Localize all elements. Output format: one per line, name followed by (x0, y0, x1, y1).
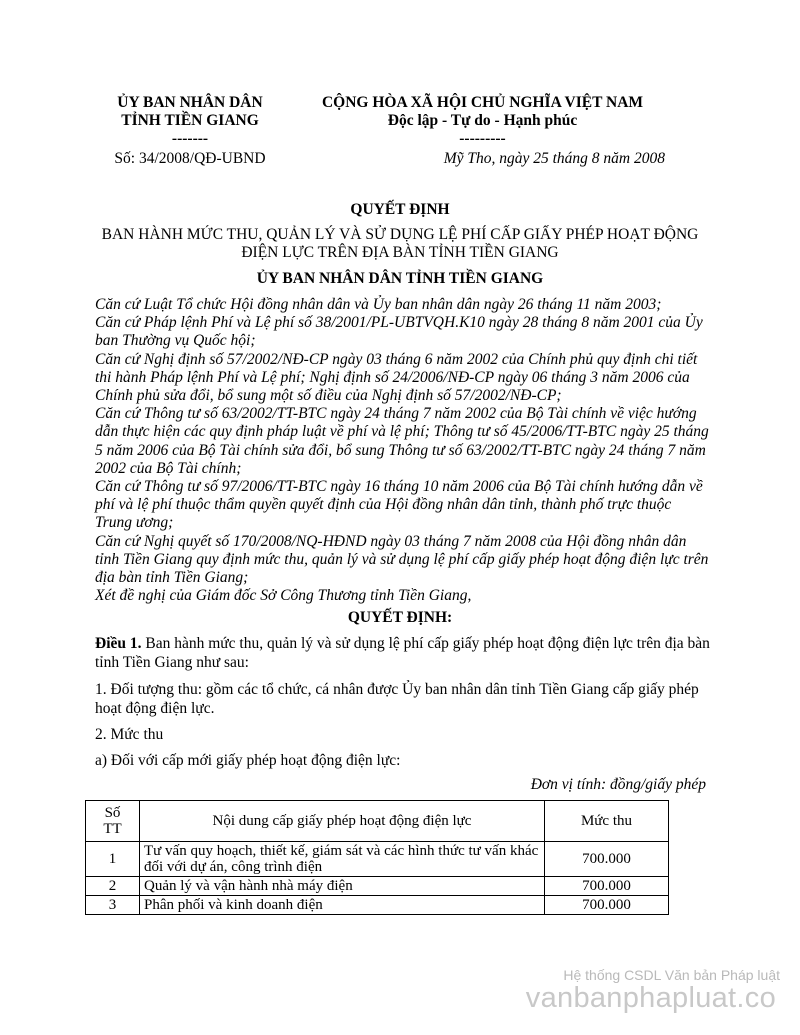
national-motto-block (300, 94, 665, 148)
table-row (86, 896, 669, 915)
item-2: 2. Mức thu (95, 726, 164, 743)
item-1: 1. Đối tượng thu: gồm các tổ chức, cá nhân được Ủy ban nhân dân tỉnh Tiền Giang cấp giấy phép hoạt động điện lực. (95, 681, 699, 717)
issuer-block (95, 94, 285, 148)
header-fee: Mức thu (545, 801, 669, 842)
item-2a: a) Đối với cấp mới giấy phép hoạt động điện lực: (95, 752, 401, 769)
issuing-authority: ỦY BAN NHÂN DÂN TỈNH TIỀN GIANG (256, 270, 544, 287)
row-no: 3 (86, 896, 140, 915)
nation-dashes: --------- (459, 130, 506, 147)
preamble-item: Căn cứ Nghị quyết số 170/2008/NQ-HĐND ngày 03 tháng 7 năm 2008 của Hội đồng nhân dân tỉnh Tiền Giang quy định mức thu, quản lý và sử dụng lệ phí cấp giấy phép hoạt động điện lực trên địa bàn tỉnh Tiền Giang; (95, 532, 709, 587)
table-header-row (86, 801, 669, 842)
place-date: Mỹ Tho, ngày 25 tháng 8 năm 2008 (443, 150, 665, 167)
table-row (86, 877, 669, 896)
watermark-site: vanbanphapluat.co (525, 982, 776, 1014)
row-no: 2 (86, 877, 140, 896)
header-content: Nội dung cấp giấy phép hoạt động điện lực (140, 801, 545, 842)
table-row (86, 842, 669, 877)
issuer-line2: TỈNH TIỀN GIANG (121, 112, 259, 129)
preamble-item: Căn cứ Nghị định số 57/2002/NĐ-CP ngày 03 tháng 6 năm 2002 của Chính phủ quy định chi tiết thi hành Pháp lệnh Phí và Lệ phí; Nghị định số 24/2006/NĐ-CP ngày 06 tháng 3 năm 2006 của Chính phủ sửa đổi, bổ sung một số điều của Nghị định số 57/2002/NĐ-CP; (95, 350, 698, 405)
row-content: Quản lý và vận hành nhà máy điện (140, 877, 545, 896)
preamble-item: Căn cứ Thông tư số 97/2006/TT-BTC ngày 16 tháng 10 năm 2006 của Bộ Tài chính hướng dẫn về phí và lệ phí thuộc thẩm quyền quyết định của Hội đồng nhân dân tỉnh, thành phố trực thuộc Trung ương; (95, 478, 703, 532)
row-no: 1 (86, 842, 140, 877)
article-1 (95, 634, 710, 672)
row-content: Phân phối và kinh doanh điện (140, 896, 545, 915)
subtitle-line1: BAN HÀNH MỨC THU, QUẢN LÝ VÀ SỬ DỤNG LỆ PHÍ CẤP GIẤY PHÉP HOẠT ĐỘNG (101, 226, 699, 243)
nation-line2: Độc lập - Tự do - Hạnh phúc (387, 112, 578, 129)
article-1-label: Điều 1. (95, 635, 142, 652)
preamble (95, 296, 710, 605)
decision-heading: QUYẾT ĐỊNH: (347, 609, 453, 626)
issuer-line1: ỦY BAN NHÂN DÂN (117, 94, 263, 111)
preamble-item: Xét đề nghị của Giám đốc Sở Công Thương tỉnh Tiền Giang, (95, 587, 472, 605)
nation-line1: CỘNG HÒA XÃ HỘI CHỦ NGHĨA VIỆT NAM (321, 94, 644, 111)
row-content: Tư vấn quy hoạch, thiết kế, giám sát và các hình thức tư vấn khác đối với dự án, công trình điện (140, 842, 545, 877)
unit-note: Đơn vị tính: đồng/giấy phép (530, 776, 706, 793)
header-no (86, 801, 140, 842)
watermark-caption: Hệ thống CSDL Văn bản Pháp luật (563, 967, 780, 983)
preamble-item: Căn cứ Pháp lệnh Phí và Lệ phí số 38/2001/PL-UBTVQH.K10 ngày 28 tháng 8 năm 2001 của Ủy ban Thường vụ Quốc hội; (95, 314, 703, 350)
article-1-text: Ban hành mức thu, quản lý và sử dụng lệ phí cấp giấy phép hoạt động điện lực trên địa bàn tỉnh Tiền Giang như sau: (95, 635, 710, 671)
document-number: Số: 34/2008/QĐ-UBND (114, 150, 266, 167)
issuer-dashes: ------- (171, 130, 209, 147)
subtitle-line2: ĐIỆN LỰC TRÊN ĐỊA BÀN TỈNH TIỀN GIANG (241, 244, 559, 261)
document-subtitle (90, 226, 710, 262)
document-title: QUYẾT ĐỊNH (350, 201, 450, 218)
row-fee: 700.000 (545, 896, 669, 915)
row-fee: 700.000 (545, 842, 669, 877)
header-no-line2: TT (103, 821, 122, 837)
fee-table (85, 800, 669, 915)
preamble-item: Căn cứ Thông tư số 63/2002/TT-BTC ngày 24 tháng 7 năm 2002 của Bộ Tài chính về việc hướng dẫn thực hiện các quy định pháp luật về phí và lệ phí; Thông tư số 45/2006/TT-BTC ngày 25 tháng 5 năm 2006 của Bộ Tài chính sửa đổi, bổ sung Thông tư số 63/2002/TT-BTC ngày 24 tháng 7 năm 2002 của Bộ Tài chính; (95, 405, 709, 477)
row-fee: 700.000 (545, 877, 669, 896)
preamble-item: Căn cứ Luật Tổ chức Hội đồng nhân dân và Ủy ban nhân dân ngày 26 tháng 11 năm 2003; (95, 296, 662, 313)
header-no-line1: Số (104, 805, 121, 821)
